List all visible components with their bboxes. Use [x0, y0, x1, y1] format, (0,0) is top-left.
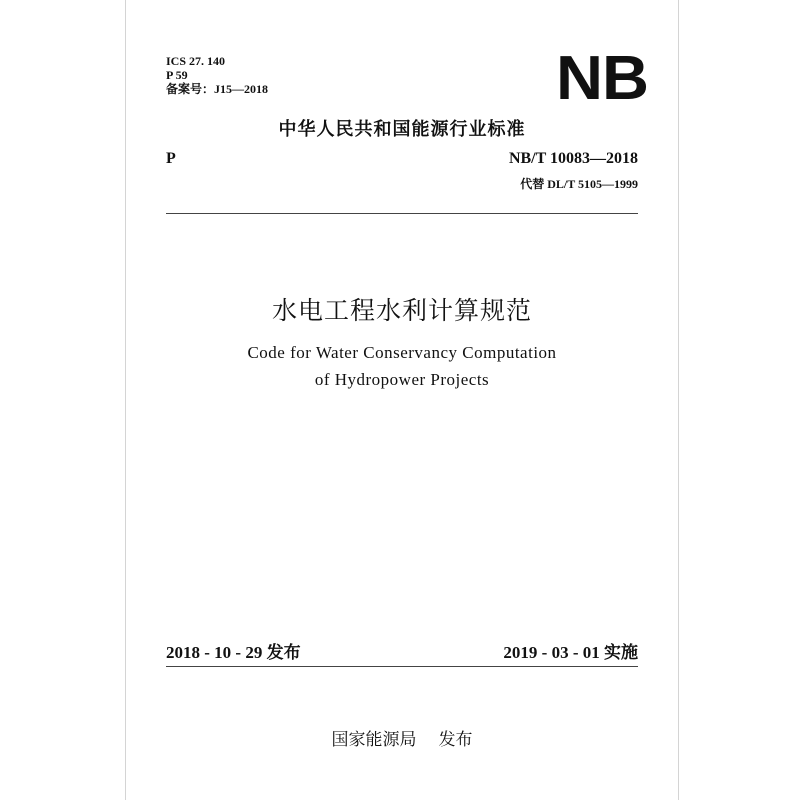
category-letter: P: [166, 150, 176, 167]
nb-logo: NB: [556, 44, 648, 113]
ics-code: ICS 27. 140: [166, 54, 226, 68]
cover-page: [125, 0, 679, 800]
effective-date: 2019 - 03 - 01 实施: [503, 643, 638, 662]
title-chinese: 水电工程水利计算规范: [271, 296, 532, 325]
replaces-standard: 代替 DL/T 5105—1999: [520, 177, 638, 191]
header-divider: [166, 213, 638, 214]
ccs-code: P 59: [166, 68, 188, 82]
industry-standard-title: 中华人民共和国能源行业标准: [278, 119, 526, 140]
standard-number: NB/T 10083—2018: [508, 150, 638, 167]
title-english-line-2: of Hydropower Projects: [314, 370, 490, 389]
publisher-name: 国家能源局: [331, 730, 417, 750]
publisher-action: 发布: [438, 730, 473, 750]
title-english-line-1: Code for Water Conservancy Computation: [247, 343, 557, 362]
record-number: 备案号：J15—2018: [166, 82, 269, 96]
footer-divider: [166, 666, 638, 667]
issue-date: 2018 - 10 - 29 发布: [166, 643, 301, 662]
publisher-line: [126, 725, 678, 750]
